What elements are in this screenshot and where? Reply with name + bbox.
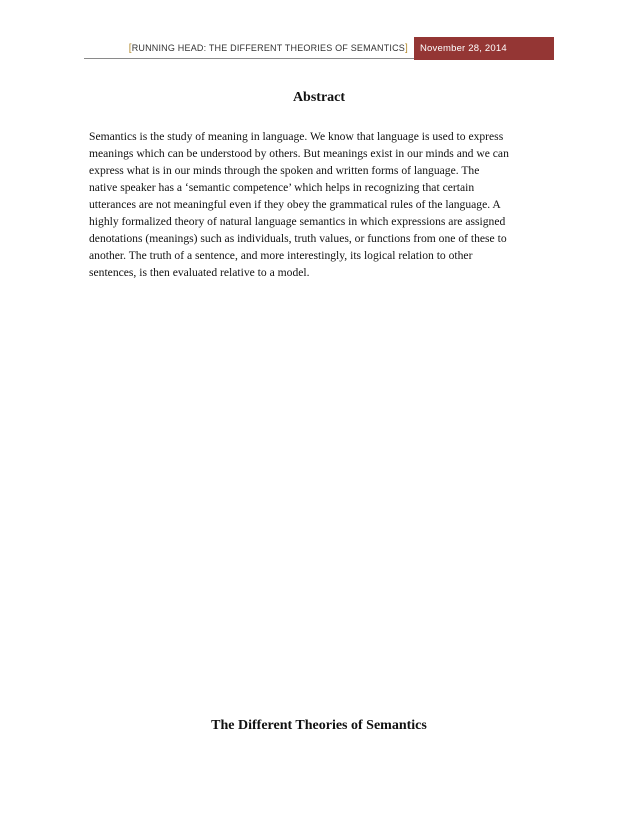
bracket-open: [ — [128, 43, 132, 54]
abstract-body: Semantics is the study of meaning in language. We know that language is used to express meanings which can be understood by others. But meanings exist in our minds and we can express what is in our minds through the spoken and written forms of language. The native speaker has a ‘semantic competence’ which helps in recognizing that certain utterances are not meaningful even if they obey the grammatical rules of the language. A highly formalized theory of natural language semantics in which expressions are assigned denotations (meanings) such as individuals, truth values, or functions from one of these to another. The truth of a sentence, and more interestingly, its logical relation to other sentences, is then evaluated relative to a model. — [89, 130, 509, 279]
abstract-title: Abstract — [292, 90, 346, 105]
bracket-close: ] — [405, 43, 408, 54]
running-head-text: RUNNING HEAD: THE DIFFERENT THEORIES OF SEMANTICS — [131, 43, 406, 53]
page-header — [84, 37, 554, 61]
header-date: November 28, 2014 — [414, 37, 554, 60]
running-head — [84, 37, 414, 59]
section-title: The Different Theories of Semantics — [211, 718, 427, 733]
